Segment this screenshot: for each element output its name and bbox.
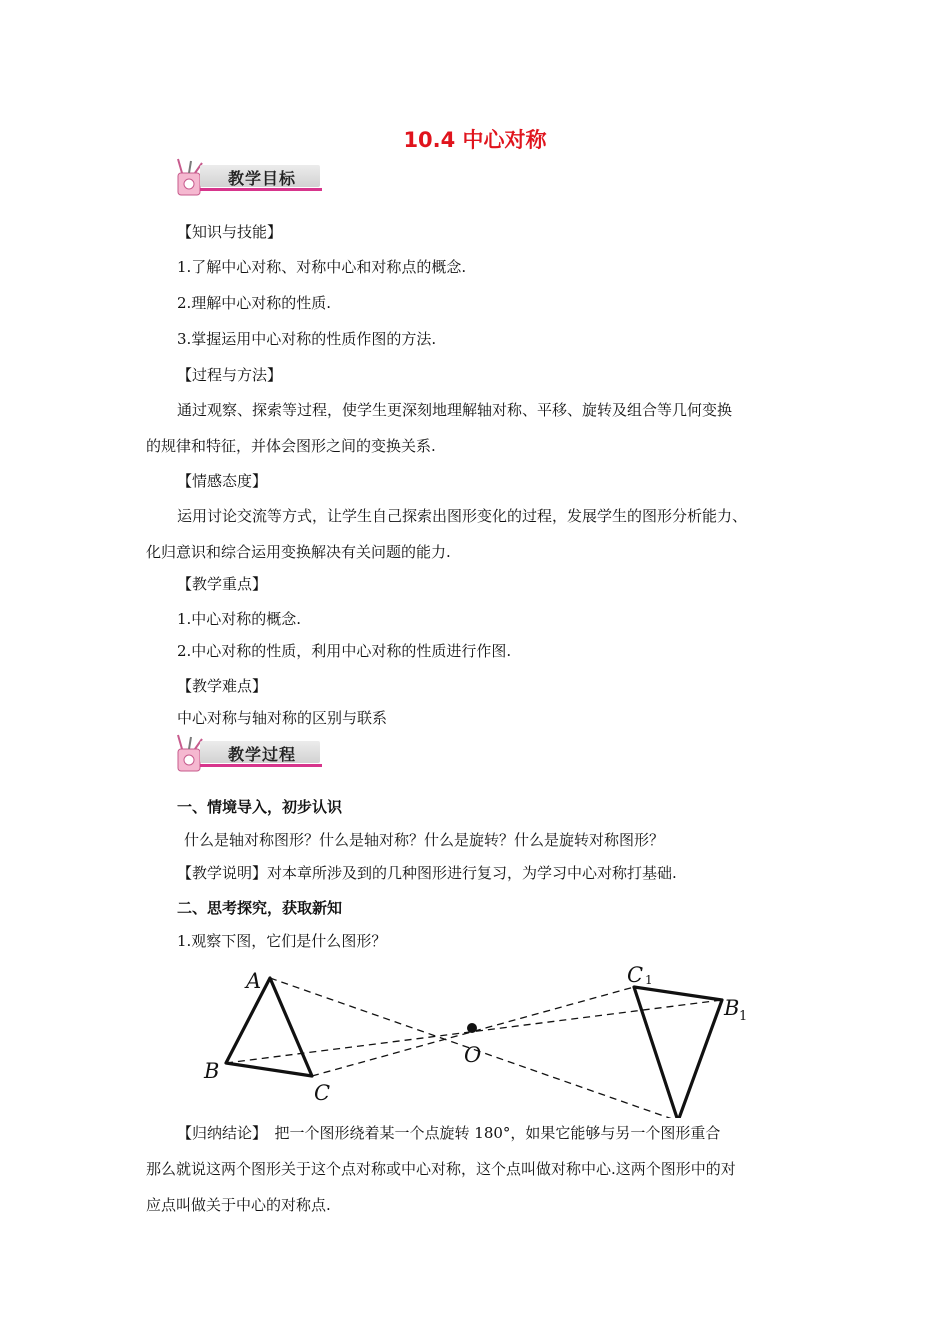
keypoint-item: 1.中心对称的概念. (177, 610, 302, 628)
attitude-heading: 【情感态度】 (177, 472, 268, 490)
difficulty-text: 中心对称与轴对称的区别与联系 (177, 709, 388, 727)
process-heading: 【过程与方法】 (177, 366, 283, 384)
intro-heading: 一、情境导入，初步认识 (177, 798, 343, 816)
knowledge-item: 2.理解中心对称的性质. (177, 294, 332, 312)
page-title: 10.4 中心对称 (403, 128, 547, 152)
center-point-o (467, 1023, 477, 1033)
knowledge-item: 3.掌握运用中心对称的性质作图的方法. (177, 330, 437, 348)
attitude-text: 运用讨论交流等方式，让学生自己探索出图形变化的过程，发展学生的图形分析能力、 (177, 507, 748, 525)
label-b1: B (724, 996, 740, 1020)
banner-label: 教学过程 (228, 745, 297, 764)
conclusion-text: 应点叫做关于中心的对称点. (146, 1196, 331, 1214)
label-o: O (464, 1043, 482, 1067)
difficulty-heading: 【教学难点】 (177, 677, 268, 695)
label-c1-sub: 1 (645, 973, 653, 987)
teaching-note: 【教学说明】对本章所涉及到的几种图形进行复习，为学习中心对称打基础. (177, 864, 677, 882)
process-text: 通过观察、探索等过程，使学生更深刻地理解轴对称、平移、旋转及组合等几何变换 (177, 401, 733, 419)
label-c: C (314, 1081, 331, 1105)
knowledge-heading: 【知识与技能】 (177, 223, 283, 241)
explore-question: 1.观察下图，它们是什么图形？ (177, 932, 387, 950)
process-text: 的规律和特征，并体会图形之间的变换关系. (146, 437, 436, 455)
conclusion-text: 那么就说这两个图形关于这个点对称或中心对称，这个点叫做对称中心.这两个图形中的对 (146, 1160, 736, 1178)
banner-label: 教学目标 (228, 169, 297, 188)
conclusion-text: 【归纳结论】 把一个图形绕着某一个点旋转 180°，如果它能够与另一个图形重合 (177, 1124, 721, 1142)
triangle-a1b1c1 (634, 987, 722, 1118)
intro-question: 什么是轴对称图形？什么是轴对称？什么是旋转？什么是旋转对称图形？ (184, 831, 665, 849)
section-banner-objectives (172, 157, 322, 201)
attitude-text: 化归意识和综合运用变换解决有关问题的能力. (146, 543, 451, 561)
keypoint-item: 2.中心对称的性质，利用中心对称的性质进行作图. (177, 642, 512, 660)
keypoint-heading: 【教学重点】 (177, 575, 268, 593)
knowledge-item: 1.了解中心对称、对称中心和对称点的概念. (177, 258, 467, 276)
section-banner-process (172, 733, 322, 777)
explore-heading: 二、思考探究，获取新知 (177, 899, 343, 917)
label-a: A (246, 969, 262, 993)
label-b: B (204, 1059, 220, 1083)
label-b1-sub: 1 (739, 1009, 748, 1024)
label-c1: C (627, 963, 644, 987)
central-symmetry-figure (190, 958, 770, 1118)
